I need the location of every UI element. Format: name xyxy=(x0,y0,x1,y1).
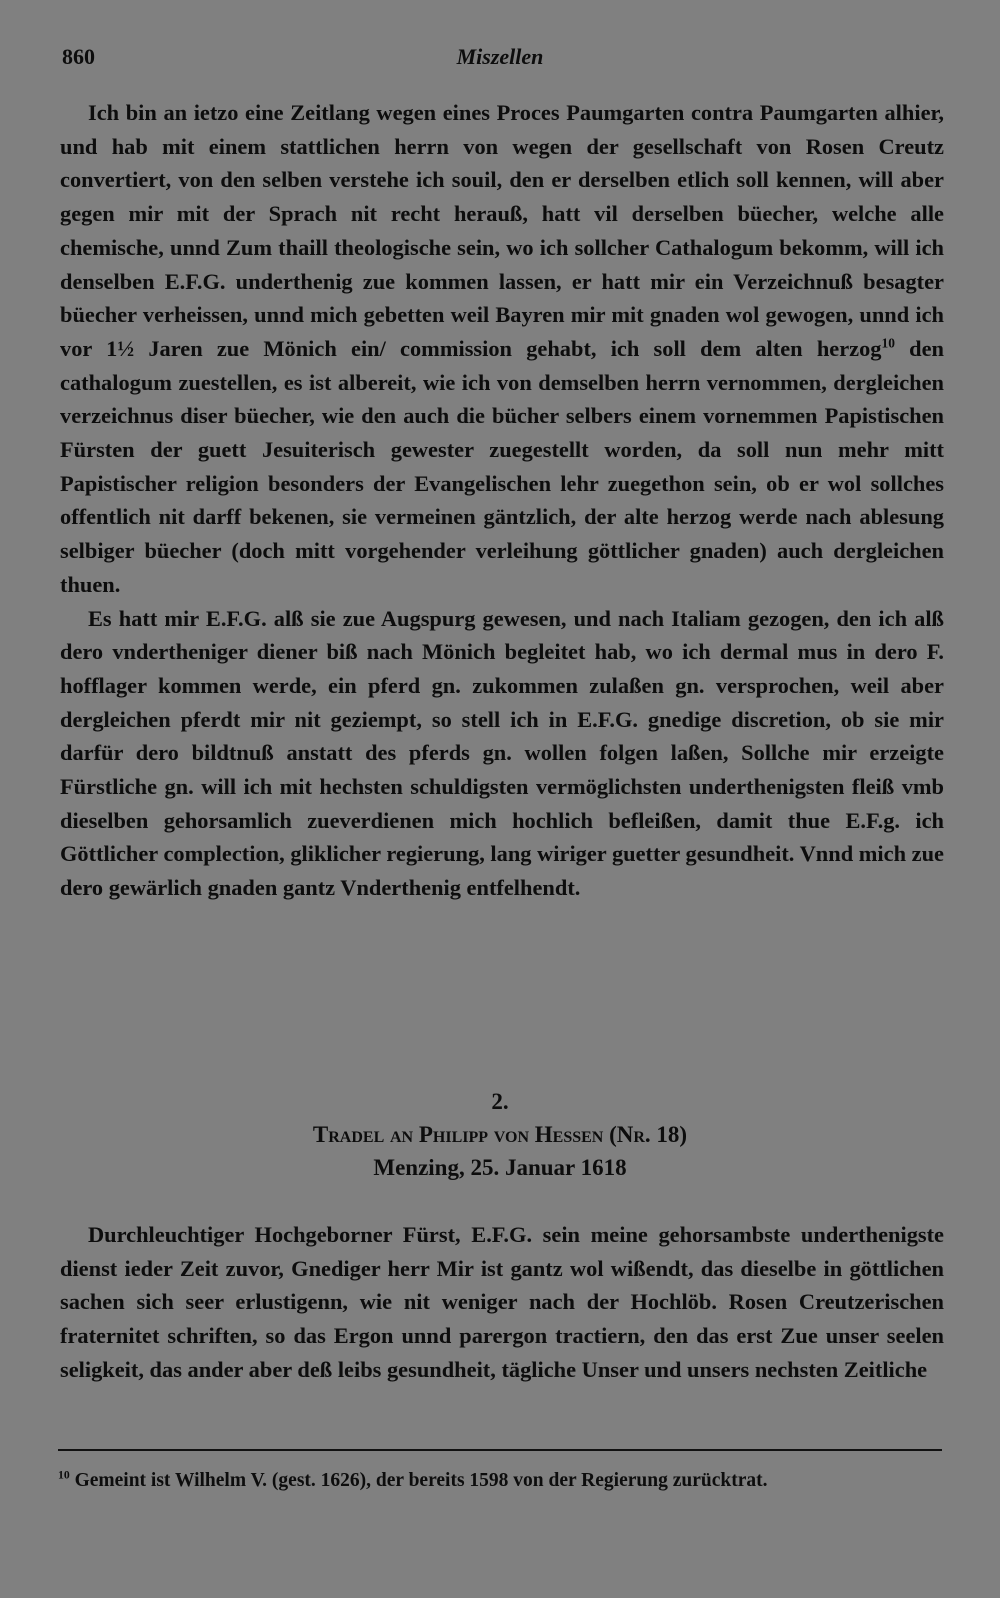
letter1-paragraph-1-text: Ich bin an ietzo eine Zeitlang wegen eines Proces Paumgarten contra Paumgarten alhier, und hab mit einem stattlichen herrn von wegen der gesellschaft von Rosen Creutz convertiert, von den selben verstehe ich souil, den er derselben etlich soll kennen, will aber gegen mir mit der Sprach nit recht herauß, hatt vil derselben büecher, welche alle chemische, unnd Zum thaill theologische sein, wo ich sollcher Cathalogum bekomm, will ich denselben E.F.G. underthenig zue kommen lassen, er hatt mir ein Verzeichnuß besagter büecher verheissen, unnd mich gebetten weil Bayren mir mit gnaden wol gewogen, unnd ich vor 1½ Jaren zue Mönich ein/ commission gehabt, ich soll dem alten herzog xyxy=(60,100,944,361)
letter2-paragraph-1: Durchleuchtiger Hochgeborner Fürst, E.F.G. sein meine gehorsambste underthenigste dienst ieder Zeit zuvor, Gnediger herr Mir ist gantz wol wißendt, das dieselbe in göttlichen sachen sich seer erlustigenn, wie nit weniger nach der Hochlöb. Rosen Creutzerischen fraternitet schriften, so das Ergon unnd parergon tractiern, den das erst Zue unser seelen seligkeit, das ander aber deß leibs gesundheit, tägliche Unser und unsers nechsten Zeitliche xyxy=(60,1222,944,1382)
footnote-rule xyxy=(58,1449,942,1451)
section-heading: Tradel an Philipp von Hessen (Nr. 18) xyxy=(312,1122,688,1147)
section-number: 2. xyxy=(491,1089,509,1114)
letter1-body xyxy=(60,96,944,905)
running-title: Miszellen xyxy=(456,44,544,69)
footnote-text: Gemeint ist Wilhelm V. (gest. 1626), der bereits 1598 von der Regierung zurücktrat. xyxy=(69,1470,768,1491)
running-head xyxy=(0,44,1000,74)
letter1-paragraph-1-continued: den cathalogum zuestellen, es ist albereit, wie ich von demselben herrn vernommen, dergleichen verzeichnus diser büecher, wie den auch die bücher selbers einem vornemmen Papistischen Fürsten der guett Jesuiterisch gewester zuegestellt worden, da soll nun mehr mitt Papistischer religion besonders der Evangelischen lehr zuegethon sein, ob er wol sollches offentlich nit darff bekenen, sie vermeinen gäntzlich, der alte herzog werde nach ablesung selbiger büecher (doch mitt vorgehender verleihung göttlicher gnaden) auch dergleichen thuen. xyxy=(60,335,944,597)
footnote-ref-10: 10 xyxy=(881,335,895,351)
letter1-paragraph-1 xyxy=(60,96,944,602)
letter1-paragraph-2: Es hatt mir E.F.G. alß sie zue Augspurg gewesen, und nach Italiam gezogen, den ich alß dero vndertheniger diener biß nach Mönich begleitet hab, wo ich dermal mus in dero F. hofflager kommen werde, ein pferd gn. zukommen zulaßen gn. versprochen, weil aber dergleichen pferdt mir nit geziempt, so stell ich in E.F.G. gnedige discretion, ob sie mir darfür dero bildtnuß anstatt des pferds gn. wollen folgen laßen, Sollche mir erzeigte Fürstliche gn. will ich mit hechsten schuldigsten vermöglichsten underthenigsten fleiß vmb dieselben gehorsamlich zueverdienen mich hochlich befleißen, damit thue E.F.g. ich Göttlicher complection, gliklicher regierung, lang wiriger guetter gesundheit. Vnnd mich zue dero gewärlich gnaden gantz Vnderthenig entfelhendt. xyxy=(60,605,944,901)
footnote-10 xyxy=(58,1467,942,1495)
letter2-body xyxy=(60,1218,944,1387)
section-place-date: Menzing, 25. Januar 1618 xyxy=(373,1155,627,1180)
page-number: 860 xyxy=(62,44,95,69)
footnote-marker: 10 xyxy=(58,1468,70,1482)
